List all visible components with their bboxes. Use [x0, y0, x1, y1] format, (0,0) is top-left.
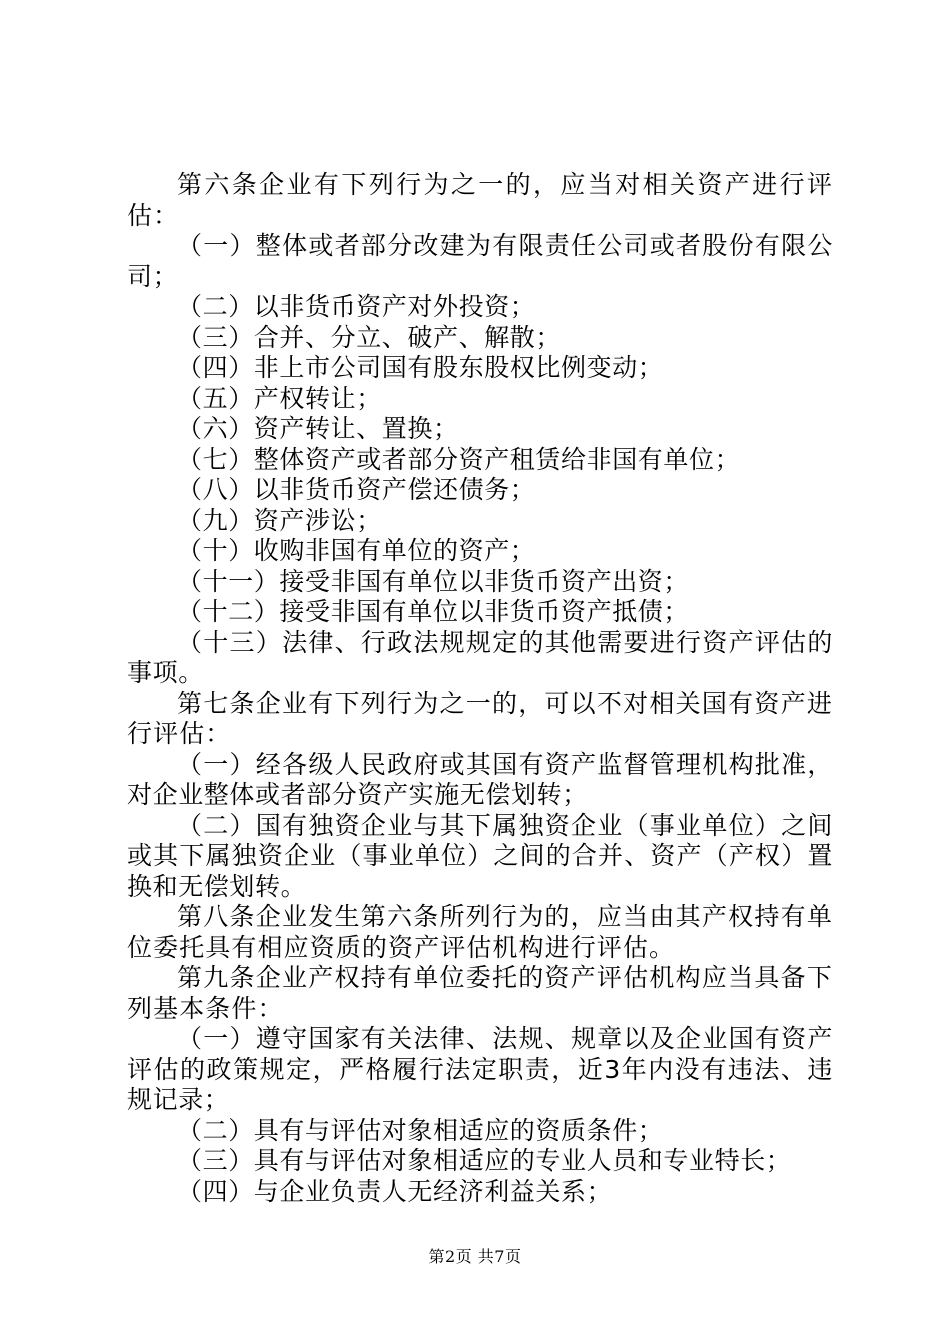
article-6-item-1: （一）整体或者部分改建为有限责任公司或者股份有限公司； [127, 231, 833, 291]
article-6-item-12: （十二）接受非国有单位以非货币资产抵债； [177, 597, 690, 626]
article-6-item-4: （四）非上市公司国有股东股权比例变动； [177, 353, 664, 382]
article-6-item-3: （三）合并、分立、破产、解散； [177, 322, 562, 352]
page-number-footer: 第2页 共7页 [428, 1247, 522, 1266]
article-9-item-2: （二）具有与评估对象相适应的资质条件； [177, 1115, 664, 1145]
article-6-item-7: （七）整体资产或者部分资产租赁给非国有单位； [177, 444, 741, 474]
article-6-item-9: （九）资产涉讼； [177, 505, 382, 535]
article-6-item-2: （二）以非货币资产对外投资； [177, 292, 536, 321]
article-6-item-6: （六）资产转让、置换； [177, 414, 459, 443]
article-6-heading: 第六条企业有下列行为之一的，应当对相关资产进行评估： [127, 170, 833, 230]
article-9-heading: 第九条企业产权持有单位委托的资产评估机构应当具备下列基本条件： [127, 963, 833, 1023]
article-6-item-5: （五）产权转让； [177, 383, 382, 413]
article-9-item-4: （四）与企业负责人无经济利益关系； [177, 1176, 613, 1206]
document-body [127, 170, 833, 1207]
article-9-item-3: （三）具有与评估对象相适应的专业人员和专业特长； [177, 1146, 792, 1175]
article-6-item-8: （八）以非货币资产偿还债务； [177, 475, 536, 504]
article-9-item-1: （一）遵守国家有关法律、法规、规章以及企业国有资产评估的政策规定，严格履行法定职责，近3年内没有违法、违规记录； [127, 1024, 833, 1114]
article-8-text: 第八条企业发生第六条所列行为的，应当由其产权持有单位委托具有相应资质的资产评估机构进行评估。 [127, 902, 833, 962]
article-7-heading: 第七条企业有下列行为之一的，可以不对相关国有资产进行评估： [127, 688, 833, 748]
article-6-item-10: （十）收购非国有单位的资产； [177, 536, 536, 565]
article-7-item-2: （二）国有独资企业与其下属独资企业（事业单位）之间或其下属独资企业（事业单位）之间的合并、资产（产权）置换和无偿划转。 [127, 810, 833, 901]
article-6-item-11: （十一）接受非国有单位以非货币资产出资； [177, 566, 690, 596]
article-7-item-1: （一）经各级人民政府或其国有资产监督管理机构批准，对企业整体或者部分资产实施无偿划转； [127, 749, 833, 809]
article-6-item-13: （十三）法律、行政法规规定的其他需要进行资产评估的事项。 [127, 627, 833, 687]
